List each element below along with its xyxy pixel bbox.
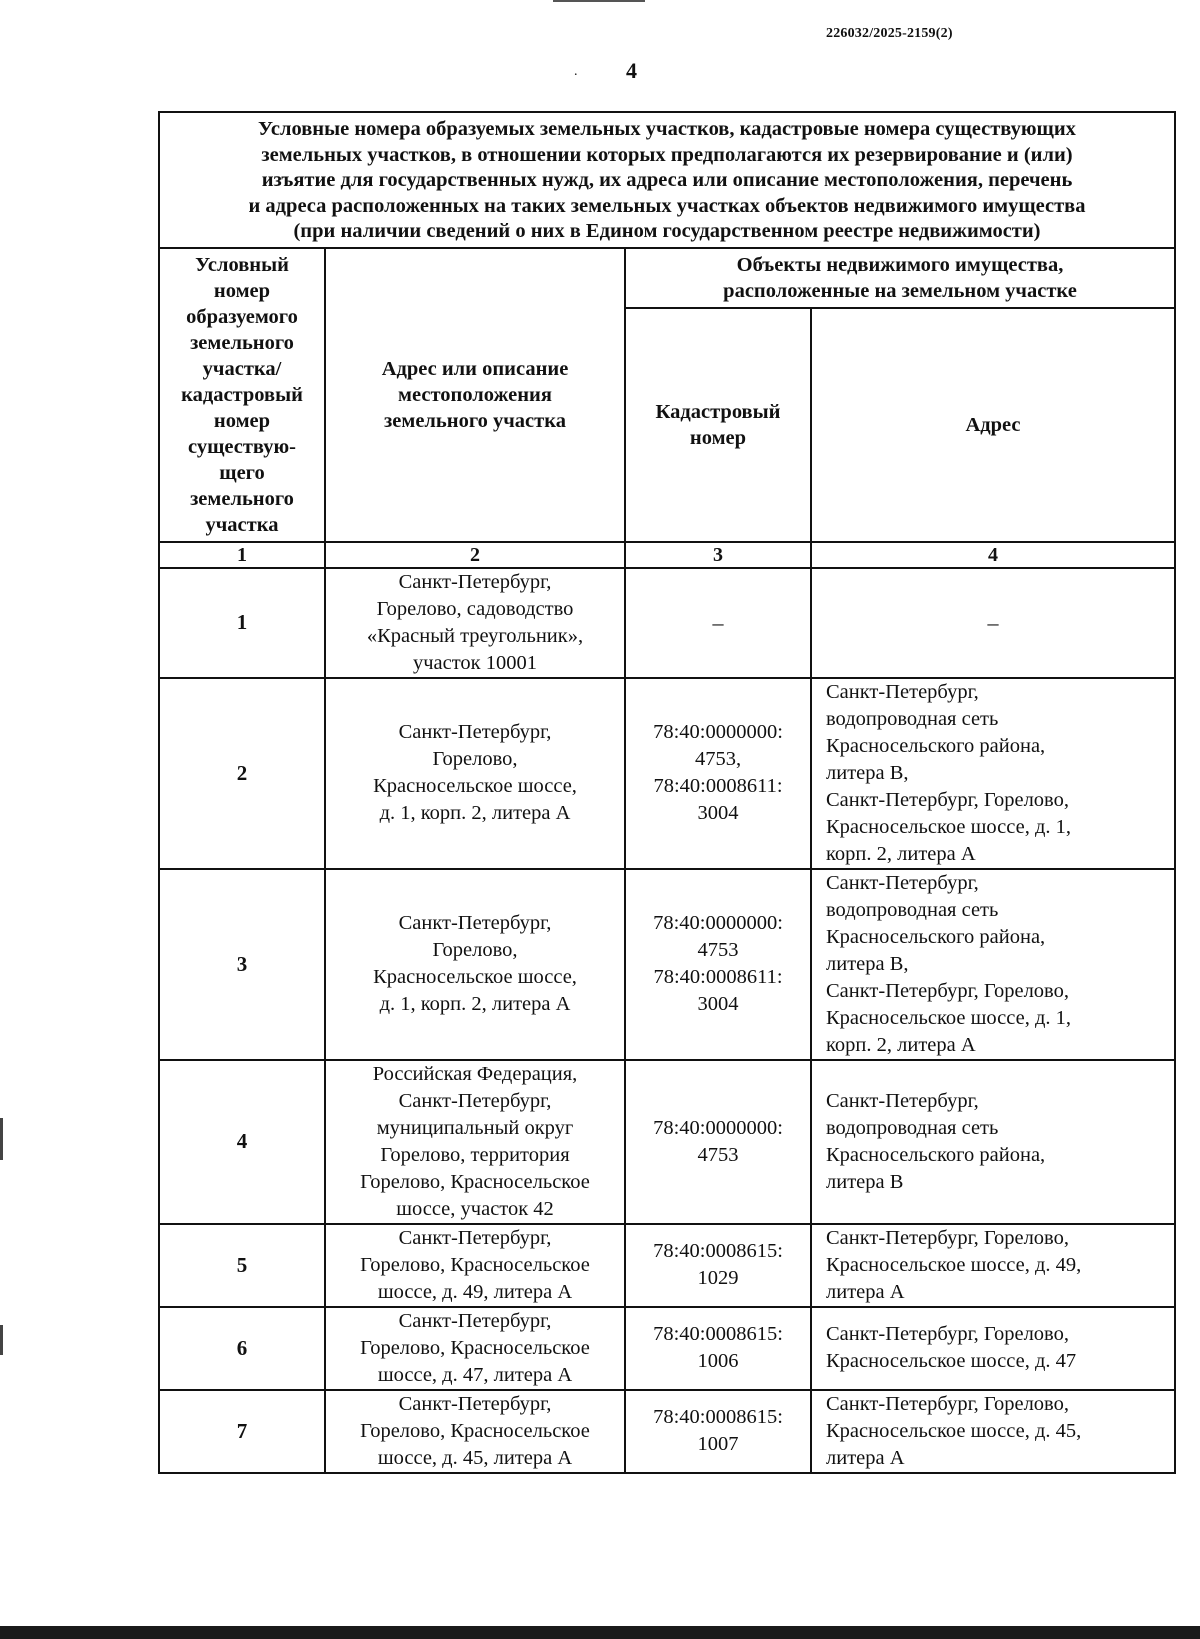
text-line: Санкт-Петербург, [398,570,552,593]
text-line: 4753, [694,748,742,770]
text-line: Горелово, территория [380,1143,570,1166]
text-line: – [712,610,724,635]
text-line: Санкт-Петербург, Горелово, [826,788,1069,811]
table-row [159,1307,1175,1390]
text-line: Объекты недвижимого имущества, [736,253,1064,276]
text-line: Санкт-Петербург, [826,871,979,894]
table-row [159,1060,1175,1224]
text-line: 1007 [697,1433,739,1455]
plot-location [325,1307,625,1390]
cadastral-number [625,1060,811,1224]
cadastral-number [625,1224,811,1307]
text-line: Кадастровый [655,400,781,423]
text-line: водопроводная сеть [826,707,999,730]
object-address [811,1060,1175,1224]
text-line: Горелово, Красносельское [360,1170,590,1193]
text-line: щего [219,461,265,484]
text-line: шоссе, участок 42 [396,1197,554,1220]
table-row [159,568,1175,678]
column-number: 2 [325,542,625,568]
text-line: водопроводная сеть [826,898,999,921]
table-row [159,678,1175,869]
column-header-location [325,248,625,542]
scan-edge-mark [0,1118,3,1160]
text-line: номер [689,426,747,449]
plot-location [325,1060,625,1224]
text-line: 78:40:0000000: [653,1116,783,1139]
text-line: литера В [826,1170,904,1193]
row-number: 4 [159,1060,325,1224]
text-line: номер [213,279,271,302]
text-line: расположенные на земельном участке [723,279,1077,302]
row-number: 7 [159,1390,325,1473]
text-line: 1006 [697,1350,739,1372]
text-line: Санкт-Петербург, [398,1089,552,1112]
text-line: Российская Федерация, [372,1062,578,1085]
cadastral-number [625,1390,811,1473]
text-line: Красносельское шоссе, [373,775,577,797]
text-line: литера В, [826,761,909,784]
text-line: Условные номера образуемых земельных участков, кадастровые номера существующих [258,118,1076,140]
text-line: Санкт-Петербург, [398,721,552,743]
text-line: литера А [826,1280,905,1303]
top-rule [553,0,645,2]
text-line: 4753 [697,1143,739,1166]
document-code: 226032/2025-2159(2) [826,26,953,41]
row-number: 2 [159,678,325,869]
text-line: Санкт-Петербург, [398,1226,552,1249]
column-header-cadastral-number [625,308,811,542]
text-line: Горелово, [432,748,518,770]
text-line: участка [205,513,279,536]
text-line: 78:40:0008611: [653,775,783,797]
text-line: Красносельское шоссе, [373,966,577,988]
object-address [811,1307,1175,1390]
text-line: Условный [195,253,289,276]
text-line: 3004 [697,993,739,1015]
text-line: участок 10001 [412,651,538,674]
table-row [159,1224,1175,1307]
table-row [159,869,1175,1060]
text-line: Санкт-Петербург, Горелово, [826,1226,1069,1249]
text-line: Красносельское шоссе, д. 1, [826,1006,1072,1029]
text-line: 78:40:0008615: [653,1240,783,1262]
land-plots-table [158,111,1176,1474]
column-number: 4 [811,542,1175,568]
text-line: Красносельского района, [826,734,1046,757]
text-line: Санкт-Петербург, [398,1309,552,1332]
text-line: литера А [826,1446,905,1469]
text-line: шоссе, д. 45, литера А [377,1446,573,1469]
text-line: Горелово, Красносельское [360,1253,590,1276]
page-number: 4 [626,58,637,83]
text-line: (при наличии сведений о них в Едином государственном реестре недвижимости) [293,220,1041,242]
object-address [811,568,1175,678]
text-line: Санкт-Петербург, Горелово, [826,1392,1069,1415]
text-line: Санкт-Петербург, [398,1392,552,1415]
text-line: 78:40:0008615: [653,1406,783,1428]
text-line: Горелово, садоводство [376,597,574,620]
text-line: – [987,610,999,635]
text-line: Санкт-Петербург, [826,1089,979,1112]
text-line: Красносельское шоссе, д. 49, [826,1253,1082,1276]
text-line: корп. 2, литера А [826,842,976,865]
text-line: Красносельское шоссе, д. 45, [826,1419,1082,1442]
text-line: литера В, [826,952,909,975]
cadastral-number [625,1307,811,1390]
scan-bottom-edge [0,1626,1200,1639]
column-number: 3 [625,542,811,568]
cadastral-number [625,869,811,1060]
text-line: земельных участков, в отношении которых предполагаются их резервирование и (или) [261,143,1073,166]
plot-location [325,869,625,1060]
object-address [811,1390,1175,1473]
text-line: 1029 [697,1267,739,1289]
text-line: Горелово, Красносельское [360,1419,590,1442]
text-line: земельного участка [384,409,566,432]
text-line: Красносельское шоссе, д. 47 [826,1350,1077,1372]
text-line: Горелово, [432,939,518,961]
text-line: изъятие для государственных нужд, их адреса или описание местоположения, перечень [261,169,1073,191]
text-line: Санкт-Петербург, [398,912,552,934]
plot-location [325,1224,625,1307]
text-line: местоположения [398,383,552,406]
text-line: номер [213,409,271,432]
object-address [811,869,1175,1060]
text-line: Горелово, Красносельское [360,1336,590,1359]
column-number: 1 [159,542,325,568]
text-line: 78:40:0000000: [653,912,783,934]
text-line: корп. 2, литера А [826,1033,976,1056]
text-line: Красносельского района, [826,1143,1046,1166]
table-body [159,568,1175,1473]
page-number-dot: . [574,64,578,79]
text-line: образуемого [186,305,298,328]
text-line: 78:40:0008611: [653,966,783,988]
text-line: шоссе, д. 49, литера А [377,1280,573,1303]
text-line: 78:40:0008615: [653,1323,783,1345]
text-line: Санкт-Петербург, [826,680,979,703]
object-address [811,678,1175,869]
text-line: «Красный треугольник», [366,624,584,647]
text-line: водопроводная сеть [826,1116,999,1139]
text-line: земельного [190,331,294,354]
plot-location [325,1390,625,1473]
column-header-plot-number [159,248,325,542]
text-line: д. 1, корп. 2, литера А [379,993,571,1015]
table-title [159,112,1175,248]
text-line: кадастровый [181,383,303,406]
scan-edge-mark [0,1325,3,1355]
object-address [811,1224,1175,1307]
row-number: 3 [159,869,325,1060]
row-number: 5 [159,1224,325,1307]
column-header-address: Адрес [811,308,1175,542]
text-line: существую- [187,435,296,458]
column-header-real-estate-objects [625,248,1175,308]
text-line: Красносельское шоссе, д. 1, [826,815,1072,838]
text-line: шоссе, д. 47, литера А [377,1363,573,1386]
row-number: 1 [159,568,325,678]
cadastral-number [625,568,811,678]
plot-location [325,568,625,678]
text-line: 78:40:0000000: [653,721,783,743]
table-row [159,1390,1175,1473]
text-line: д. 1, корп. 2, литера А [379,802,571,824]
text-line: Адрес или описание [381,357,569,380]
text-line: Санкт-Петербург, Горелово, [826,1323,1069,1345]
column-number-row [159,542,1175,568]
text-line: муниципальный округ [376,1116,574,1139]
text-line: и адреса расположенных на таких земельных участках объектов недвижимого имущества [248,194,1086,217]
text-line: земельного [190,487,294,510]
text-line: Красносельского района, [826,925,1046,948]
plot-location [325,678,625,869]
text-line: 3004 [697,802,739,824]
text-line: Санкт-Петербург, Горелово, [826,979,1069,1002]
cadastral-number [625,678,811,869]
text-line: 4753 [697,939,739,961]
row-number: 6 [159,1307,325,1390]
text-line: участка/ [202,357,282,380]
